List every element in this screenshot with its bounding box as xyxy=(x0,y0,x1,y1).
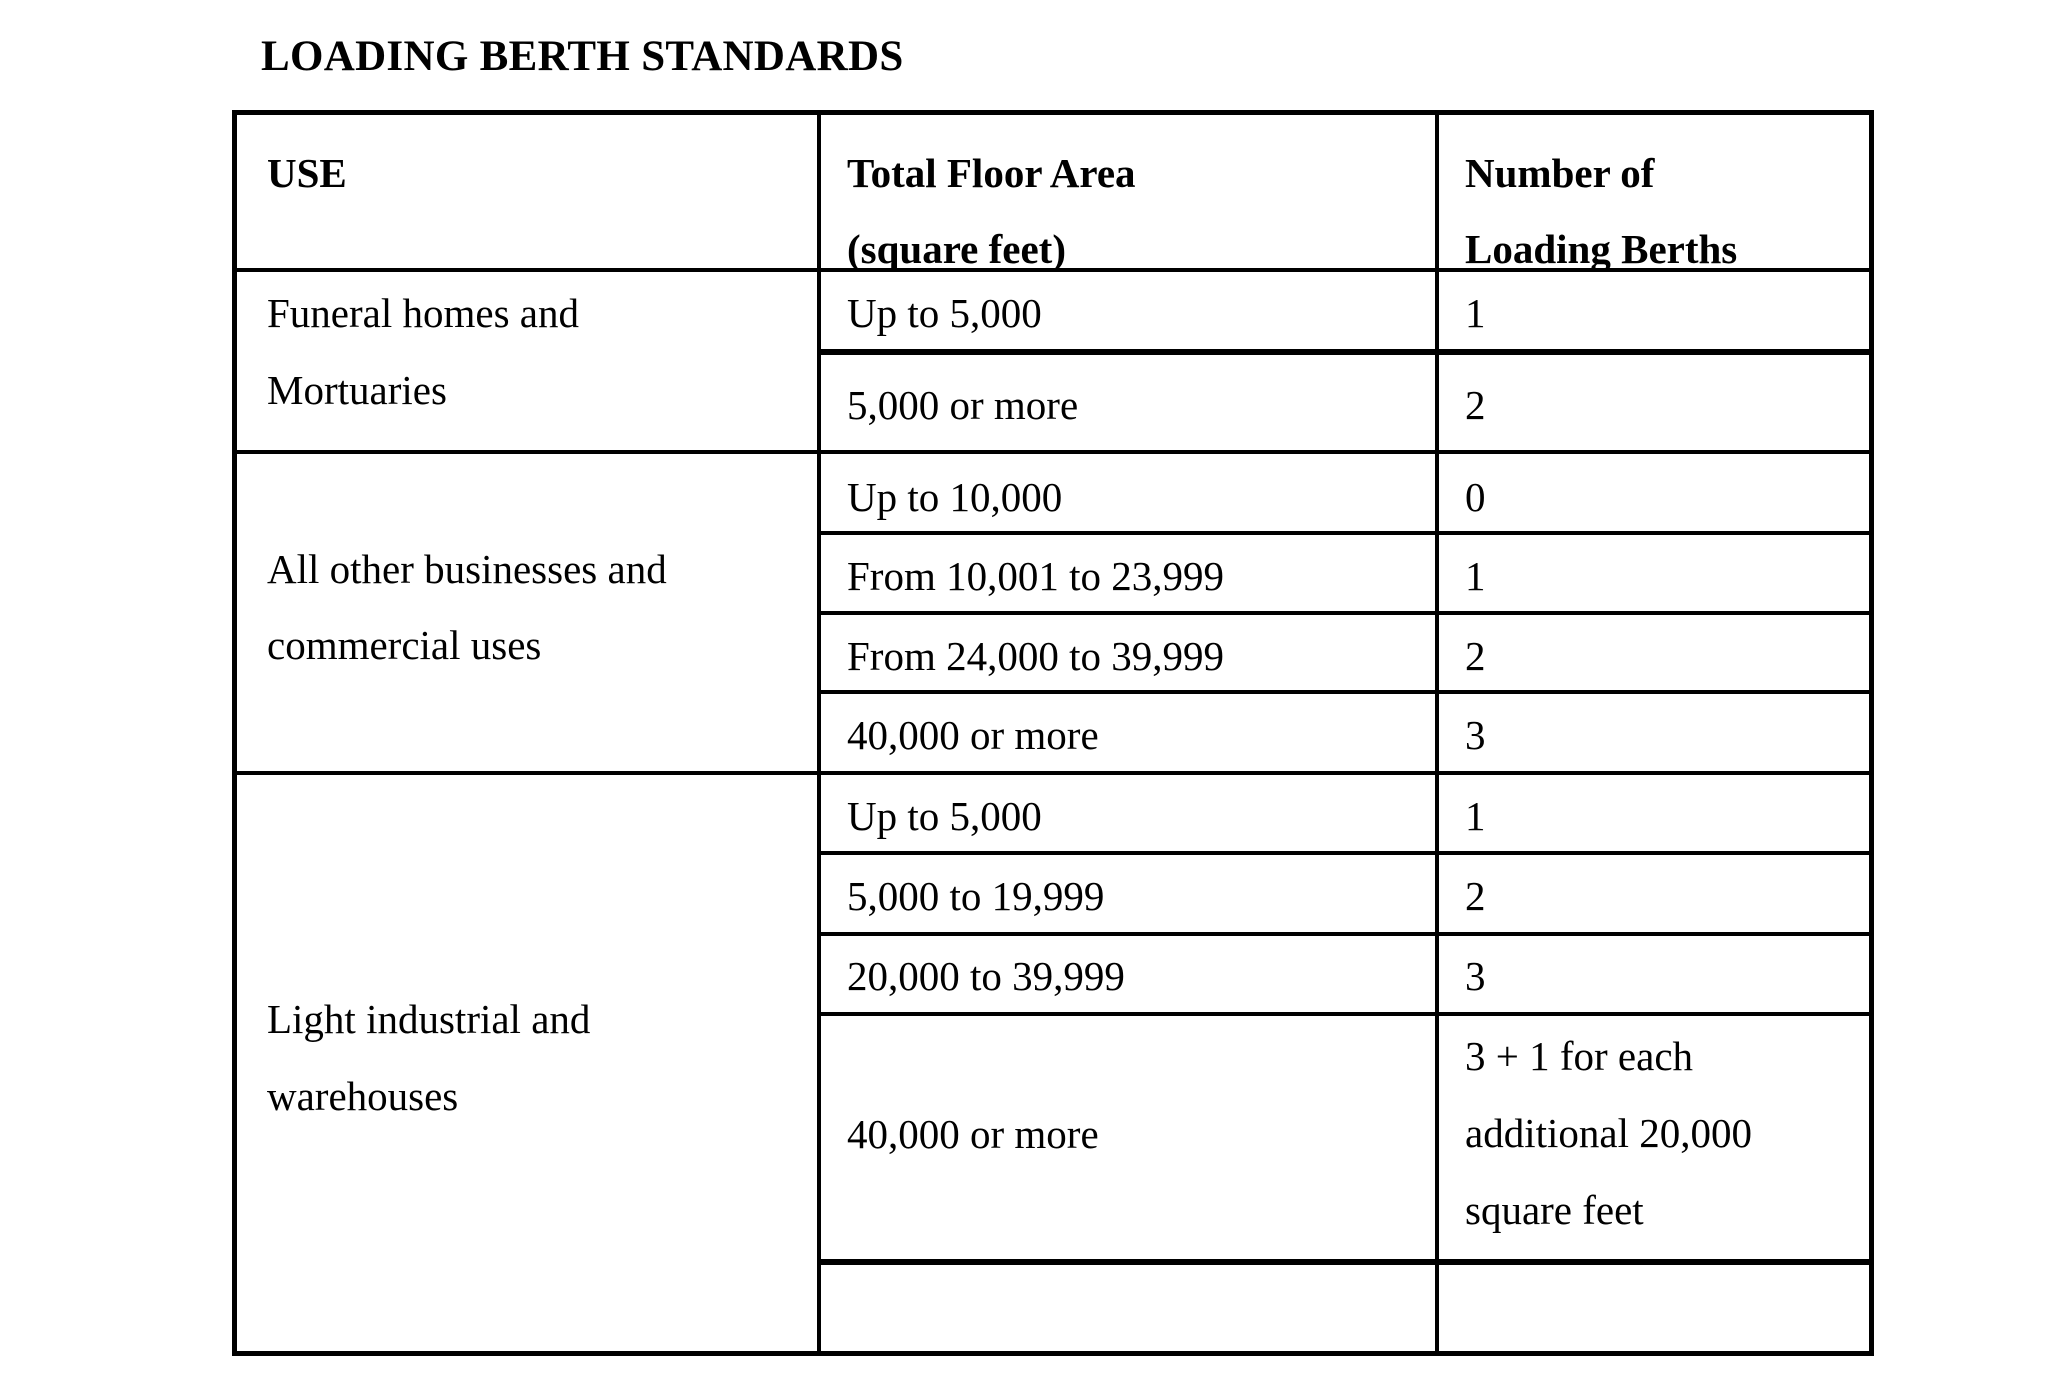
area-cell: Up to 5,000 xyxy=(847,793,1042,839)
document-title: LOADING BERTH STANDARDS xyxy=(261,33,904,80)
berths-cell: 3 xyxy=(1465,953,1486,999)
use-commercial-line1: All other businesses and xyxy=(267,546,667,592)
loading-berth-table xyxy=(232,110,1874,1356)
column-divider xyxy=(817,115,821,1351)
berths-cell: 0 xyxy=(1465,474,1486,520)
header-area-line2: (square feet) xyxy=(847,226,1066,272)
use-funeral-line2: Mortuaries xyxy=(267,367,447,413)
group-divider xyxy=(237,450,1869,454)
area-cell: 40,000 or more xyxy=(847,1111,1099,1157)
use-industrial-line2: warehouses xyxy=(267,1073,459,1119)
use-funeral-line1: Funeral homes and xyxy=(267,290,579,336)
berths-cell: 2 xyxy=(1465,382,1486,428)
row-divider xyxy=(817,1259,1869,1265)
column-divider xyxy=(1435,115,1439,1351)
berths-cell: 1 xyxy=(1465,793,1486,839)
berths-cell: 3 xyxy=(1465,712,1486,758)
area-cell: From 10,001 to 23,999 xyxy=(847,553,1224,599)
area-cell: Up to 10,000 xyxy=(847,474,1063,520)
berths-cell: 1 xyxy=(1465,290,1486,336)
area-cell: 5,000 to 19,999 xyxy=(847,873,1105,919)
area-cell: 5,000 or more xyxy=(847,382,1079,428)
use-commercial-line2: commercial uses xyxy=(267,622,542,668)
area-cell: From 24,000 to 39,999 xyxy=(847,633,1224,679)
header-area-line1: Total Floor Area xyxy=(847,150,1136,196)
area-cell: 40,000 or more xyxy=(847,712,1099,758)
header-berths-line2: Loading Berths xyxy=(1465,226,1738,272)
berths-cell-line2: additional 20,000 xyxy=(1465,1110,1752,1156)
area-cell: Up to 5,000 xyxy=(847,290,1042,336)
header-berths-line1: Number of xyxy=(1465,150,1655,196)
berths-cell: 2 xyxy=(1465,633,1486,679)
berths-cell-line1: 3 + 1 for each xyxy=(1465,1033,1694,1079)
berths-cell: 1 xyxy=(1465,553,1486,599)
area-cell: 20,000 to 39,999 xyxy=(847,953,1125,999)
use-industrial-line1: Light industrial and xyxy=(267,996,591,1042)
header-use: USE xyxy=(267,150,347,196)
berths-cell-line3: square feet xyxy=(1465,1187,1644,1233)
berths-cell: 2 xyxy=(1465,873,1486,919)
